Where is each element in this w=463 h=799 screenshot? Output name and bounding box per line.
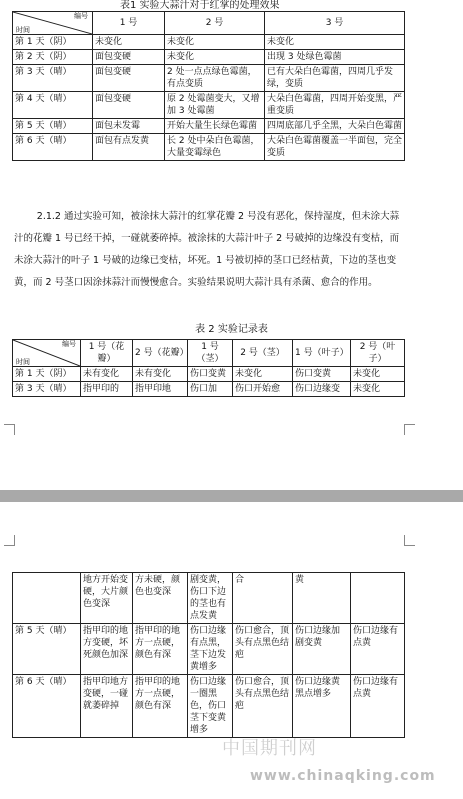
table-cell: 未变化 — [165, 50, 265, 65]
watermark-text: 中国期刊网 — [222, 738, 317, 759]
table-cell: 指甲印地方变硬，一碰就萎碎掉 — [81, 675, 133, 738]
table-cell: 伤口边缘一圈黑色，伤口茎下变黄增多 — [188, 675, 233, 738]
table-cell: 未变化 — [165, 35, 265, 50]
diagonal-header-cell — [13, 12, 93, 35]
table-cell: 伤口愈合，顶头有点黑色结疤 — [233, 624, 293, 675]
previous-caption-fragment: 表1 实验大蒜汁对于红掌的处理效果 — [120, 0, 280, 11]
table-row — [13, 382, 405, 397]
table-cell: 开始大量生长绿色霉菌 — [165, 119, 265, 134]
column-header: 3 号 — [265, 12, 405, 35]
row-header: 第 5 天（晴） — [13, 624, 81, 675]
column-header: 1 号（叶子） — [293, 340, 351, 367]
row-header: 第 4 天（晴） — [13, 92, 93, 119]
table-row — [13, 92, 405, 119]
table-cell: 面包变硬 — [93, 50, 165, 65]
table-2-caption: 表 2 实验记录表 — [195, 324, 268, 335]
table-row — [13, 35, 405, 50]
column-header: 1 号 — [93, 12, 165, 35]
row-header: 第 3 天（晴） — [13, 65, 93, 92]
table-cell: 出现 3 处绿色霉菌 — [265, 50, 405, 65]
diag-col-label: 时间 — [16, 358, 30, 366]
table-cell: 未变化 — [351, 367, 405, 382]
table-cell: 指甲印的地方一点硬，颜色有深 — [133, 675, 188, 738]
diag-col-label: 时间 — [16, 26, 30, 34]
diag-row-label: 编号 — [62, 340, 76, 348]
table-cell: 伤口边缘变 — [293, 382, 351, 397]
table-cell: 未变化 — [233, 367, 293, 382]
table-row — [13, 367, 405, 382]
table-cell: 指甲印地 — [133, 382, 188, 397]
table-cell: 伤口边缘有点黑，茎下边发黄增多 — [188, 624, 233, 675]
table-cell: 未有变化 — [133, 367, 188, 382]
table-cell: 面包有点发黄 — [93, 134, 165, 161]
experiment-table-2-continued — [12, 572, 405, 738]
row-header: 第 3 天（晴） — [13, 382, 81, 397]
diag-row-label: 编号 — [74, 12, 88, 20]
table-cell: 四周底部几乎全黑，大朵白色霉菌 — [265, 119, 405, 134]
experiment-table-1 — [12, 11, 405, 161]
table-cell: 伤口变黄 — [293, 367, 351, 382]
table-cell: 方未硬，颜色也变深 — [133, 573, 188, 624]
table-cell: 伤口开始愈 — [233, 382, 293, 397]
row-header — [13, 573, 81, 624]
column-header: 2 号（茎） — [233, 340, 293, 367]
table-cell: 合 — [233, 573, 293, 624]
table-row — [13, 675, 405, 738]
table-cell: 已有大朵白色霉菌，四周几乎发绿，变质 — [265, 65, 405, 92]
page-break-band — [0, 490, 463, 502]
row-header: 第 5 天（晴） — [13, 119, 93, 134]
row-header: 第 6 天（晴） — [13, 675, 81, 738]
table-cell: 面包变硬 — [93, 92, 165, 119]
table-row — [13, 134, 405, 161]
table-cell: 伤口边缘加剧变黄 — [293, 624, 351, 675]
column-header: 2 号（叶子） — [351, 340, 405, 367]
diagonal-header-cell — [13, 340, 81, 367]
table-cell: 未变化 — [93, 35, 165, 50]
row-header: 第 2 天（阴） — [13, 50, 93, 65]
table-cell: 地方开始变硬，大片颜色变深 — [81, 573, 133, 624]
column-header: 2 号 — [165, 12, 265, 35]
page-corner-mark — [404, 424, 415, 435]
row-header: 第 6 天（晴） — [13, 134, 93, 161]
table-cell: 指甲印的地方一点硬，颜色有深 — [133, 624, 188, 675]
table-cell: 未有变化 — [81, 367, 133, 382]
table-cell: 面包未发霉 — [93, 119, 165, 134]
column-header: 1 号（茎） — [188, 340, 233, 367]
table-row — [13, 119, 405, 134]
table-header-row — [13, 340, 405, 367]
column-header: 1 号（花瓣） — [81, 340, 133, 367]
table-cell: 未变化 — [265, 35, 405, 50]
table-cell: 黄 — [293, 573, 351, 624]
table-cell: 面包变硬 — [93, 65, 165, 92]
table-cell: 伤口愈合，顶头有点黑色结疤 — [233, 675, 293, 738]
table-cell: 大朵白色霉菌，四周开始变黑，严重变质 — [265, 92, 405, 119]
table-cell: 伤口变黄 — [188, 367, 233, 382]
table-cell: 2 处一点点绿色霉菌，有点变质 — [165, 65, 265, 92]
table-row — [13, 573, 405, 624]
column-header: 2 号（花瓣） — [133, 340, 188, 367]
table-row — [13, 624, 405, 675]
experiment-table-2 — [12, 339, 405, 397]
table-cell: 伤口边缘有点黄 — [351, 675, 405, 738]
table-cell: 原 2 处霉菌变大，又增加 3 处霉菌 — [165, 92, 265, 119]
table-header-row — [13, 12, 405, 35]
row-header: 第 1 天（阴） — [13, 35, 93, 50]
table-cell: 伤口边缘有点黄 — [351, 624, 405, 675]
page-corner-mark — [4, 424, 15, 435]
table-cell: 大朵白色霉菌覆盖一半面包，完全变质 — [265, 134, 405, 161]
table-row — [13, 65, 405, 92]
table-cell: 未变化 — [351, 382, 405, 397]
table-cell: 指甲印的地方变硬，坏死颜色加深 — [81, 624, 133, 675]
table-cell: 长 2 处中朵白色霉菌，大量变霉绿色 — [165, 134, 265, 161]
watermark-url: www.chinaqking.com — [250, 768, 436, 784]
page-corner-mark — [404, 535, 415, 546]
table-cell: 伤口加 — [188, 382, 233, 397]
table-cell: 伤口边缘黄黑点增多 — [293, 675, 351, 738]
table-cell — [351, 573, 405, 624]
row-header: 第 1 天（阴） — [13, 367, 81, 382]
page-corner-mark — [4, 535, 15, 546]
result-paragraph: 2.1.2 通过实验可知，被涂抹大蒜汁的红掌花瓣 2 号没有恶化，保持湿度，但未涂大蒜汁的花瓣 1 号已经干掉，一碰就萎碎掉。被涂抹的大蒜汁叶子 2 号破掉的边缘没有变枯，而未涂大蒜汁的叶子 1 号破的边缘已变枯，坏死。1 号被切掉的茎口已经枯黄，下边的茎也变黄，而 2 号茎口因涂抹蒜汁而慢慢愈合。实验结果说明大蒜汁具有杀菌、愈合的作用。 — [14, 211, 400, 288]
table-cell: 剧变黄，伤口下边的茎也有点发黄 — [188, 573, 233, 624]
table-row — [13, 50, 405, 65]
table-cell: 指甲印的 — [81, 382, 133, 397]
